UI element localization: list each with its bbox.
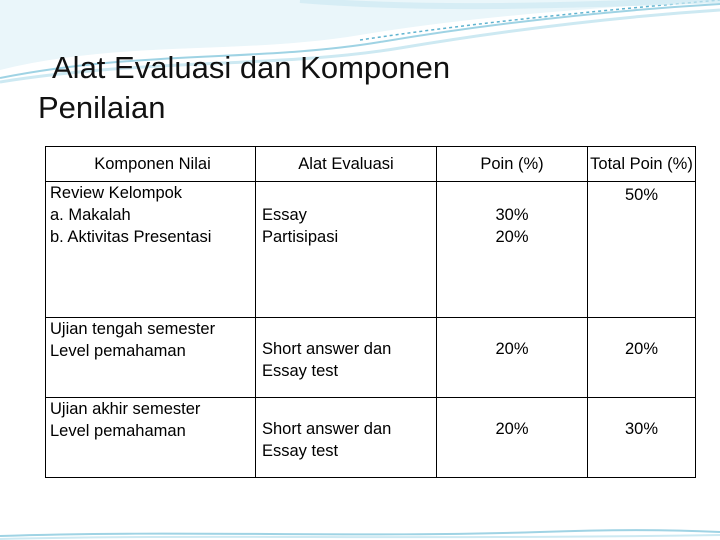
row1-component-title: Review Kelompok [50,184,183,202]
row1-component-item-b: b. Aktivitas Presentasi [50,228,212,246]
slide-title [38,48,678,128]
header-total-poin: Total Poin (%) [588,147,696,182]
row2-tools-cell [256,318,437,398]
row2-tool-2: Essay test [262,362,339,380]
footer-wave-decoration [0,526,720,540]
row1-point-1: 30% [495,206,529,224]
row2-total-cell [588,318,696,398]
row2-component-title: Ujian tengah semester [50,320,216,338]
row3-point-1: 20% [495,420,529,438]
row3-tool-2: Essay test [262,442,339,460]
row2-total: 20% [624,340,659,358]
table-row [46,398,696,478]
row2-points-cell [437,318,588,398]
header-poin: Poin (%) [437,147,588,182]
row1-point-2: 20% [495,228,529,246]
table-row [46,182,696,318]
row1-total: 50% [624,186,659,204]
row2-point-1: 20% [495,340,529,358]
row3-total: 30% [624,420,659,438]
row1-component-item-a: a. Makalah [50,206,131,224]
slide-title-line-1: Alat Evaluasi dan Komponen [52,50,451,85]
row3-tool-1: Short answer dan [262,420,392,438]
row3-component-cell [46,398,256,478]
row1-points-cell [437,182,588,318]
row1-total-cell [588,182,696,318]
row1-tool-2: Partisipasi [262,228,339,246]
row2-component-detail: Level pemahaman [50,342,186,360]
row2-component-cell [46,318,256,398]
table-header-row [46,147,696,182]
row2-tool-1: Short answer dan [262,340,392,358]
row3-component-detail: Level pemahaman [50,422,186,440]
row3-component-title: Ujian akhir semester [50,400,201,418]
row3-total-cell [588,398,696,478]
header-alat-evaluasi: Alat Evaluasi [256,147,437,182]
evaluation-table [45,146,696,478]
row3-tools-cell [256,398,437,478]
row1-tool-1: Essay [262,206,307,224]
row1-tools-cell [256,182,437,318]
row3-points-cell [437,398,588,478]
header-komponen-nilai: Komponen Nilai [46,147,256,182]
table-row [46,318,696,398]
row1-component-cell [46,182,256,318]
slide-title-line-2: Penilaian [38,90,166,125]
